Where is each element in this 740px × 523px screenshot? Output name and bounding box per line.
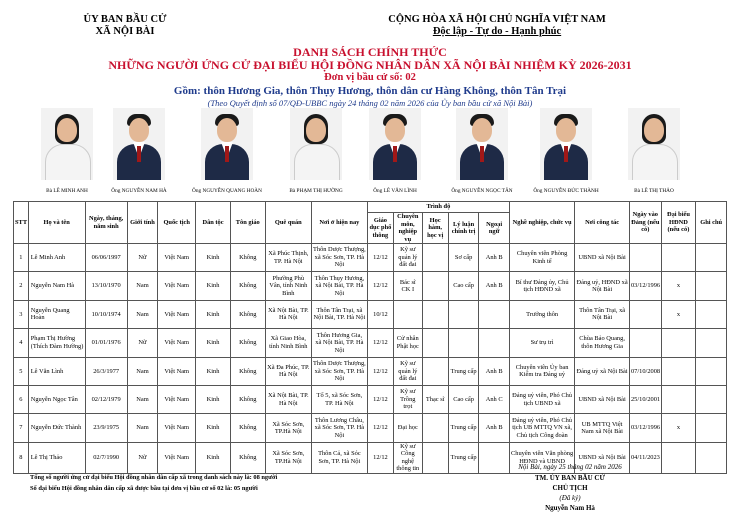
cell-nationality: Việt Nam xyxy=(158,300,196,328)
cell-name: Nguyễn Ngọc Tân xyxy=(28,385,85,413)
col-education-group: Trình độ xyxy=(367,202,509,213)
unit-label: Đơn vị bầu cử số: 02 xyxy=(324,72,416,83)
col-nationality: Quốc tịch xyxy=(158,202,196,244)
cell-residence: Tổ 5, xã Sóc Sơn, TP. Hà Nội xyxy=(311,385,367,413)
cell-religion: Không xyxy=(230,329,265,357)
decision-reference: (Theo Quyết định số 07/QĐ-UBBC ngày 24 tháng 02 năm 2026 của Ủy ban bầu cử xã Nội Bài) xyxy=(207,98,533,108)
cell-note xyxy=(696,442,727,473)
cell-politics: Sơ cấp xyxy=(448,244,479,272)
cell-ethnic: Kinh xyxy=(196,385,231,413)
cell-workplace: UBND xã Nội Bài xyxy=(575,385,630,413)
candidate-photos xyxy=(0,108,740,200)
cell-language: Anh B xyxy=(479,272,510,300)
col-workplace: Nơi công tác xyxy=(575,202,630,244)
cell-delegate xyxy=(661,244,696,272)
candidate-table xyxy=(13,201,727,474)
cell-residence: Thôn Lương Châu, xã Sóc Sơn, TP. Hà Nội xyxy=(311,414,367,442)
portrait-image xyxy=(201,108,253,180)
cell-degree xyxy=(422,357,448,385)
cell-ethnic: Kinh xyxy=(196,329,231,357)
cell-ethnic: Kinh xyxy=(196,442,231,473)
summary-total: Tổng số người ứng cử đại biểu Hội đồng nhân dân cấp xã trong danh sách này là: 08 người xyxy=(30,474,278,481)
cell-hometown: Xã Nội Bài, TP. Hà Nội xyxy=(265,300,311,328)
cell-professional: Kỹ sư Trồng trọt xyxy=(394,385,422,413)
col-residence: Nơi ở hiện nay xyxy=(311,202,367,244)
photo-caption: Ông LÊ VĂN LÌNH xyxy=(373,188,417,194)
sign-name: Nguyễn Nam Hà xyxy=(545,504,595,512)
cell-note xyxy=(696,329,727,357)
col-ethnic: Dân tộc xyxy=(196,202,231,244)
cell-professional: Kỹ sư quản lý đất đai xyxy=(394,357,422,385)
cell-ethnic: Kinh xyxy=(196,272,231,300)
col-religion: Tôn giáo xyxy=(230,202,265,244)
cell-politics: Trung cấp xyxy=(448,414,479,442)
cell-professional xyxy=(394,300,422,328)
unit-areas: Gồm: thôn Hương Gia, thôn Thụy Hương, thôn dân cư Hàng Không, thôn Tân Trại xyxy=(173,85,567,97)
cell-religion: Không xyxy=(230,357,265,385)
sign-role: CHỦ TỊCH xyxy=(552,484,588,492)
cell-residence: Thôn Cả, xã Sóc Sơn, TP. Hà Nội xyxy=(311,442,367,473)
doc-title: DANH SÁCH CHÍNH THỨC xyxy=(293,45,447,59)
cell-general: 12/12 xyxy=(367,385,393,413)
cell-general: 12/12 xyxy=(367,272,393,300)
cell-politics: Cao cấp xyxy=(448,272,479,300)
cell-language xyxy=(479,300,510,328)
cell-delegate: x xyxy=(661,414,696,442)
cell-party xyxy=(629,329,661,357)
cell-name: Lê Minh Anh xyxy=(28,244,85,272)
cell-hometown: Xã Giao Hòa, tỉnh Ninh Bình xyxy=(265,329,311,357)
cell-professional: Đại học xyxy=(394,414,422,442)
cell-degree: Thạc sĩ xyxy=(422,385,448,413)
cell-workplace: UB MTTQ Việt Nam xã Nội Bài xyxy=(575,414,630,442)
cell-stt: 2 xyxy=(14,272,29,300)
cell-general: 12/12 xyxy=(367,329,393,357)
cell-hometown: Xã Đa Phúc, TP. Hà Nội xyxy=(265,357,311,385)
sign-status: (Đã ký) xyxy=(559,494,581,502)
cell-language xyxy=(479,329,510,357)
cell-stt: 3 xyxy=(14,300,29,328)
cell-ethnic: Kinh xyxy=(196,414,231,442)
cell-gender: Nam xyxy=(127,272,158,300)
cell-nationality: Việt Nam xyxy=(158,272,196,300)
cell-professional: Kỹ sư Công nghệ thông tin xyxy=(394,442,422,473)
cell-ethnic: Kinh xyxy=(196,300,231,328)
cell-ethnic: Kinh xyxy=(196,357,231,385)
cell-religion: Không xyxy=(230,414,265,442)
sign-date: Nội Bài, ngày 25 tháng 02 năm 2026 xyxy=(518,463,622,471)
cell-hometown: Xã Sóc Sơn, TP.Hà Nội xyxy=(265,442,311,473)
cell-dob: 02/7/1990 xyxy=(85,442,127,473)
cell-nationality: Việt Nam xyxy=(158,357,196,385)
cell-gender: Nữ xyxy=(127,329,158,357)
issuer-header xyxy=(40,14,210,38)
cell-name: Lê Văn Lình xyxy=(28,357,85,385)
cell-dob: 01/01/1976 xyxy=(85,329,127,357)
cell-stt: 1 xyxy=(14,244,29,272)
portrait-image xyxy=(41,108,93,180)
photo-caption: Ông NGUYỄN QUANG HOÀN xyxy=(192,188,262,194)
cell-language: Anh B xyxy=(479,414,510,442)
col-professional: Chuyên môn, nghiệp vụ xyxy=(394,213,422,244)
cell-hometown: Xã Phúc Thịnh, TP. Hà Nội xyxy=(265,244,311,272)
cell-delegate xyxy=(661,357,696,385)
cell-general: 12/12 xyxy=(367,414,393,442)
candidate-photo xyxy=(360,108,430,194)
issuer-line-1: ỦY BAN BẦU CỬ xyxy=(83,14,167,25)
cell-degree xyxy=(422,272,448,300)
cell-general: 12/12 xyxy=(367,442,393,473)
table-row xyxy=(14,272,727,300)
cell-job: Chuyên viên Phòng Kinh tế xyxy=(509,244,574,272)
table-row xyxy=(14,300,727,328)
col-name: Họ và tên xyxy=(28,202,85,244)
cell-name: Nguyễn Nam Hà xyxy=(28,272,85,300)
cell-dob: 02/12/1979 xyxy=(85,385,127,413)
cell-job: Bí thư Đảng ủy, Chủ tịch HĐND xã xyxy=(509,272,574,300)
cell-delegate xyxy=(661,385,696,413)
cell-nationality: Việt Nam xyxy=(158,329,196,357)
cell-name: Lê Thị Thảo xyxy=(28,442,85,473)
cell-religion: Không xyxy=(230,300,265,328)
table-row xyxy=(14,244,727,272)
cell-gender: Nữ xyxy=(127,442,158,473)
table-row xyxy=(14,329,727,357)
photo-caption: Ông NGUYỄN NAM HÀ xyxy=(111,188,167,194)
cell-politics xyxy=(448,300,479,328)
cell-degree xyxy=(422,442,448,473)
candidate-photo xyxy=(619,108,689,194)
table-row xyxy=(14,357,727,385)
cell-hometown: Xã Sóc Sơn, TP.Hà Nội xyxy=(265,414,311,442)
col-gender: Giới tính xyxy=(127,202,158,244)
cell-hometown: Phường Phù Vân, tỉnh Ninh Bình xyxy=(265,272,311,300)
col-politics: Lý luận chính trị xyxy=(448,213,479,244)
sign-org: TM. ỦY BAN BẦU CỬ xyxy=(534,474,606,482)
col-delegate: Đại biểu HĐND (nếu có) xyxy=(661,202,696,244)
cell-politics: Trung cấp xyxy=(448,357,479,385)
cell-degree xyxy=(422,414,448,442)
cell-nationality: Việt Nam xyxy=(158,414,196,442)
cell-party: 03/12/1996 xyxy=(629,272,661,300)
cell-note xyxy=(696,414,727,442)
col-stt: STT xyxy=(14,202,29,244)
cell-general: 12/12 xyxy=(367,244,393,272)
portrait-image xyxy=(456,108,508,180)
cell-party: 03/12/1996 xyxy=(629,414,661,442)
cell-note xyxy=(696,357,727,385)
cell-professional: Bác sĩ CK I xyxy=(394,272,422,300)
cell-dob: 23/9/1975 xyxy=(85,414,127,442)
cell-workplace: Đảng uỷ xã Nội Bài xyxy=(575,357,630,385)
col-party: Ngày vào Đảng (nếu có) xyxy=(629,202,661,244)
table-row xyxy=(14,385,727,413)
cell-religion: Không xyxy=(230,272,265,300)
candidate-photo xyxy=(104,108,174,194)
cell-dob: 10/10/1974 xyxy=(85,300,127,328)
cell-party: 07/10/2008 xyxy=(629,357,661,385)
col-hometown: Quê quán xyxy=(265,202,311,244)
candidate-photo xyxy=(32,108,102,194)
photo-caption: Bà PHẠM THỊ HƯỜNG xyxy=(289,188,343,194)
cell-party xyxy=(629,244,661,272)
cell-politics xyxy=(448,329,479,357)
cell-residence: Thôn Dược Thượng, xã Sóc Sơn, TP. Hà Nội xyxy=(311,357,367,385)
col-dob: Ngày, tháng, năm sinh xyxy=(85,202,127,244)
cell-degree xyxy=(422,300,448,328)
cell-stt: 6 xyxy=(14,385,29,413)
cell-party: 25/10/2001 xyxy=(629,385,661,413)
col-language: Ngoại ngữ xyxy=(479,213,510,244)
cell-residence: Thôn Tân Trại, xã Nội Bài, TP. Hà Nội xyxy=(311,300,367,328)
cell-job: Đảng uỷ viên, Phó Chủ tịch UB MTTQ VN xã, Chủ tịch Công đoàn xyxy=(509,414,574,442)
cell-residence: Thôn Thụy Hương, xã Nội Bài, TP. Hà Nội xyxy=(311,272,367,300)
cell-gender: Nữ xyxy=(127,244,158,272)
cell-gender: Nam xyxy=(127,357,158,385)
portrait-image xyxy=(540,108,592,180)
candidate-photo xyxy=(281,108,351,194)
cell-general: 12/12 xyxy=(367,357,393,385)
col-note: Ghi chú xyxy=(696,202,727,244)
cell-hometown: Xã Nội Bài, TP. Hà Nội xyxy=(265,385,311,413)
cell-stt: 5 xyxy=(14,357,29,385)
cell-job: Đảng uỷ viên, Phó Chủ tịch UBND xã xyxy=(509,385,574,413)
doc-subtitle: NHỮNG NGƯỜI ỨNG CỬ ĐẠI BIỂU HỘI ĐỒNG NHÂN DÂN XÃ NỘI BÀI NHIỆM KỲ 2026-2031 xyxy=(108,58,632,72)
photo-caption: Ông NGUYỄN ĐỨC THÀNH xyxy=(533,188,599,194)
cell-ethnic: Kinh xyxy=(196,244,231,272)
cell-professional: Cử nhân Phật học xyxy=(394,329,422,357)
cell-residence: Thôn Hương Gia, xã Nội Bài, TP. Hà Nội xyxy=(311,329,367,357)
cell-religion: Không xyxy=(230,244,265,272)
portrait-image xyxy=(113,108,165,180)
cell-gender: Nam xyxy=(127,385,158,413)
portrait-image xyxy=(628,108,680,180)
cell-degree xyxy=(422,329,448,357)
col-degree: Học hàm, học vị xyxy=(422,213,448,244)
cell-delegate: x xyxy=(661,300,696,328)
cell-workplace: Chùa Bảo Quang, thôn Hương Gia xyxy=(575,329,630,357)
cell-general: 10/12 xyxy=(367,300,393,328)
cell-residence: Thôn Dược Thượng, xã Sóc Sơn, TP. Hà Nội xyxy=(311,244,367,272)
summary-seats: Số đại biểu Hội đồng nhân dân cấp xã được bầu tại đơn vị bầu cử số 02 là: 05 người xyxy=(30,485,258,492)
cell-job: Chuyên viên Văn phòng HĐND và UBND xyxy=(509,442,574,473)
cell-stt: 7 xyxy=(14,414,29,442)
photo-caption: Bà LÊ THỊ THẢO xyxy=(634,188,674,194)
issuer-line-2: XÃ NỘI BÀI xyxy=(95,26,155,37)
cell-job: Chuyên viên Ủy ban Kiểm tra Đảng uỷ xyxy=(509,357,574,385)
cell-name: Nguyễn Quang Hoàn xyxy=(28,300,85,328)
cell-nationality: Việt Nam xyxy=(158,244,196,272)
cell-professional: Kỹ sư quản lý đất đai xyxy=(394,244,422,272)
photo-caption: Ông NGUYỄN NGỌC TÂN xyxy=(451,188,513,194)
cell-job: Trưởng thôn xyxy=(509,300,574,328)
cell-note xyxy=(696,300,727,328)
cell-politics: Trung cấp xyxy=(448,442,479,473)
table-row xyxy=(14,414,727,442)
cell-party xyxy=(629,300,661,328)
candidate-photo xyxy=(447,108,517,194)
cell-gender: Nam xyxy=(127,414,158,442)
cell-language: Anh C xyxy=(479,385,510,413)
cell-politics: Cao cấp xyxy=(448,385,479,413)
cell-job: Sư trụ trì xyxy=(509,329,574,357)
cell-delegate: x xyxy=(661,272,696,300)
cell-note xyxy=(696,385,727,413)
portrait-image xyxy=(290,108,342,180)
cell-nationality: Việt Nam xyxy=(158,442,196,473)
cell-dob: 26/3/1977 xyxy=(85,357,127,385)
national-motto: Độc lập - Tự do - Hạnh phúc xyxy=(432,26,562,37)
cell-nationality: Việt Nam xyxy=(158,385,196,413)
col-job: Nghề nghiệp, chức vụ xyxy=(509,202,574,244)
candidate-photo xyxy=(192,108,262,194)
cell-workplace: UBND xã Nội Bài xyxy=(575,244,630,272)
photo-caption: Bà LÊ MINH ANH xyxy=(46,188,88,194)
candidate-photo xyxy=(531,108,601,194)
cell-dob: 13/10/1970 xyxy=(85,272,127,300)
col-general: Giáo dục phổ thông xyxy=(367,213,393,244)
national-header xyxy=(352,14,642,38)
portrait-image xyxy=(369,108,421,180)
cell-name: Phạm Thị Hường (Thích Đàm Hường) xyxy=(28,329,85,357)
cell-workplace: UBND xã Nội Bài xyxy=(575,442,630,473)
cell-workplace: Thôn Tân Trại, xã Nội Bài xyxy=(575,300,630,328)
cell-note xyxy=(696,272,727,300)
cell-name: Nguyễn Đức Thành xyxy=(28,414,85,442)
national-title: CỘNG HÒA XÃ HỘI CHỦ NGHĨA VIỆT NAM xyxy=(388,14,606,25)
cell-language: Anh B xyxy=(479,244,510,272)
cell-degree xyxy=(422,244,448,272)
cell-note xyxy=(696,244,727,272)
cell-party: 04/11/2023 xyxy=(629,442,661,473)
cell-gender: Nam xyxy=(127,300,158,328)
cell-delegate xyxy=(661,329,696,357)
cell-stt: 8 xyxy=(14,442,29,473)
cell-religion: Không xyxy=(230,442,265,473)
cell-dob: 06/06/1997 xyxy=(85,244,127,272)
cell-workplace: Đảng uỷ, HĐND xã Nội Bài xyxy=(575,272,630,300)
cell-stt: 4 xyxy=(14,329,29,357)
cell-language: Anh B xyxy=(479,357,510,385)
cell-religion: Không xyxy=(230,385,265,413)
